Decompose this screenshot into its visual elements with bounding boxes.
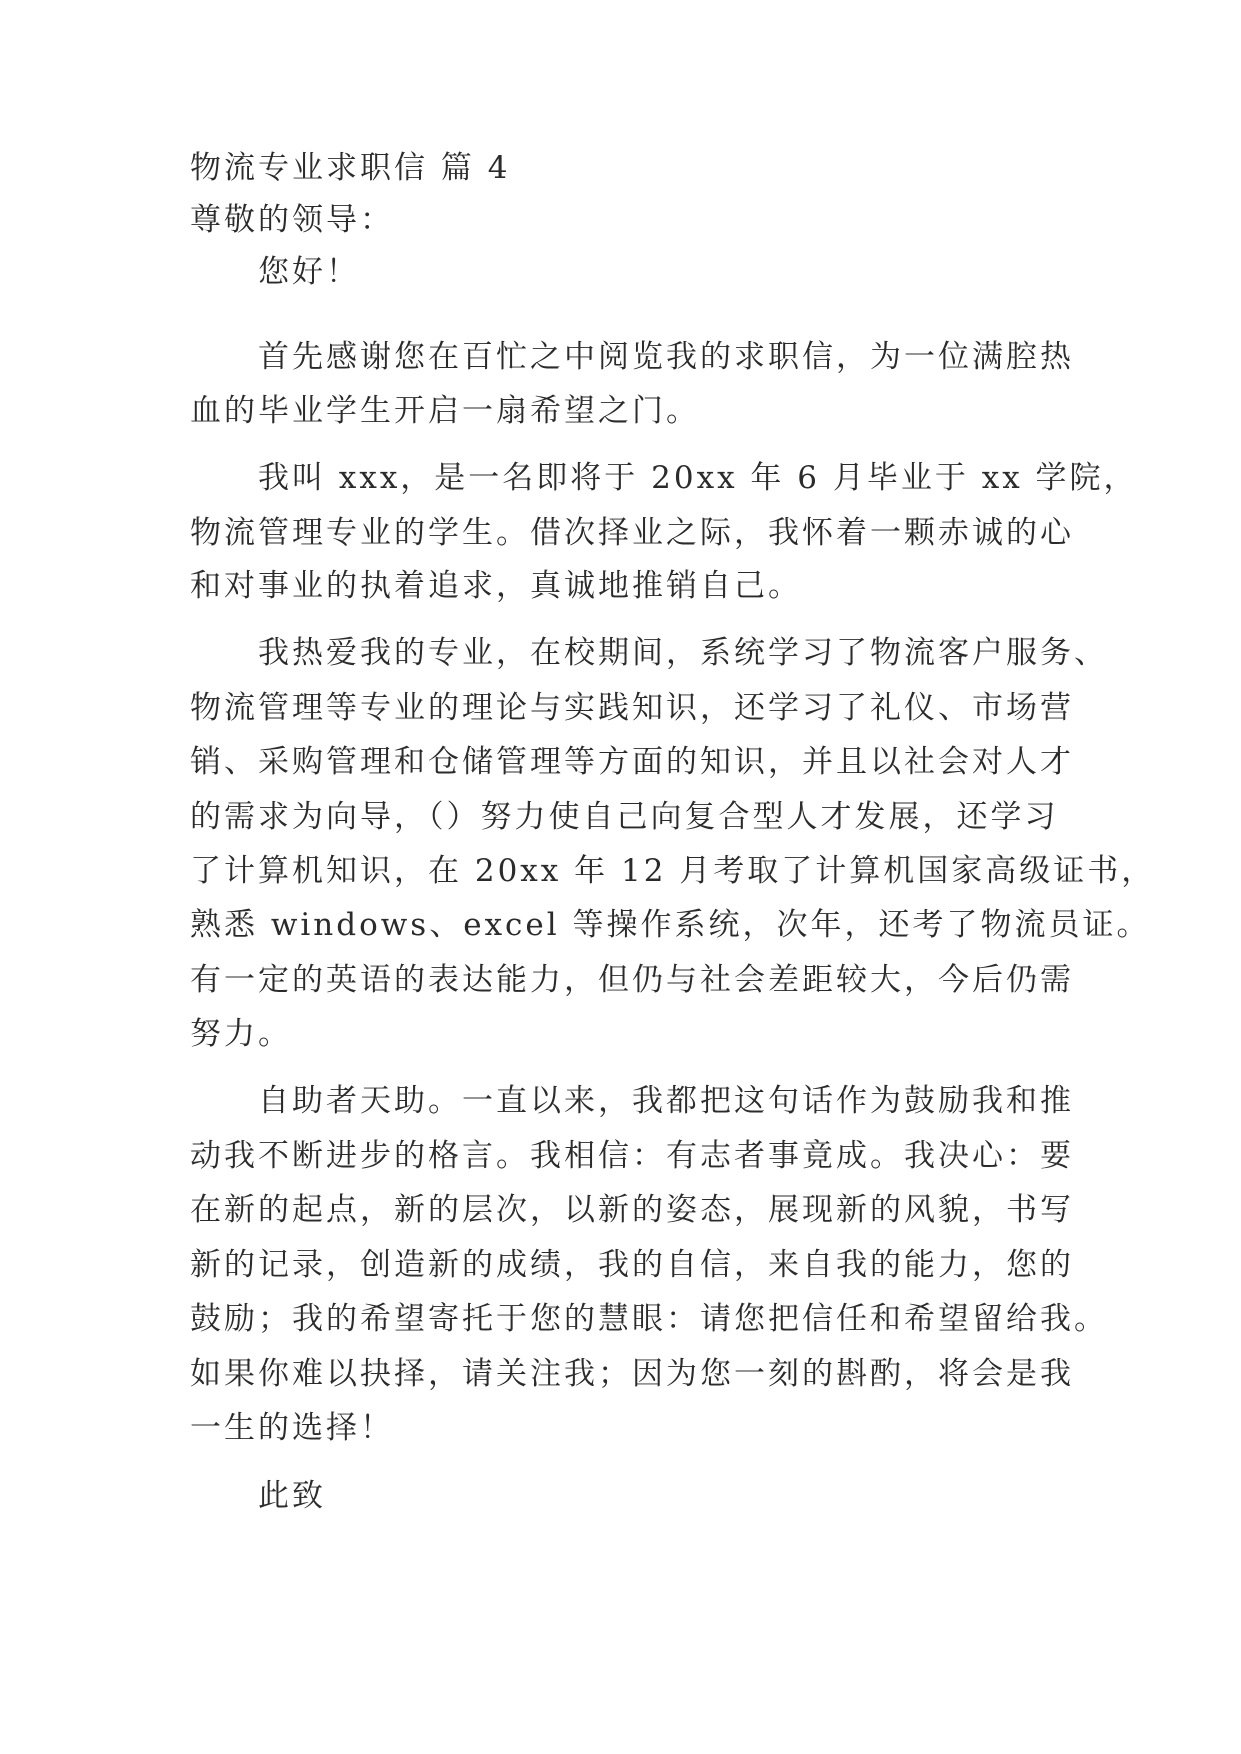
paragraph-4-line-5: 鼓励；我的希望寄托于您的慧眼：请您把信任和希望留给我。 bbox=[190, 1301, 1108, 1337]
paragraph-4-line-1: 自助者天助。一直以来，我都把这句话作为鼓励我和推 bbox=[258, 1083, 1074, 1119]
greeting-line: 您好！ bbox=[258, 254, 360, 290]
paragraph-2-line-3: 和对事业的执着追求，真诚地推销自己。 bbox=[190, 568, 802, 604]
paragraph-3-line-1: 我热爱我的专业，在校期间，系统学习了物流客户服务、 bbox=[258, 635, 1108, 671]
paragraph-2-line-1: 我叫 xxx，是一名即将于 20xx 年 6 月毕业于 xx 学院， bbox=[258, 460, 1138, 496]
paragraph-3-line-8: 努力。 bbox=[190, 1016, 292, 1052]
paragraph-4-line-2: 动我不断进步的格言。我相信：有志者事竟成。我决心：要 bbox=[190, 1138, 1074, 1174]
paragraph-3-line-3: 销、采购管理和仓储管理等方面的知识，并且以社会对人才 bbox=[190, 744, 1074, 780]
paragraph-4-line-7: 一生的选择！ bbox=[190, 1410, 394, 1446]
closing-line: 此致 bbox=[258, 1478, 326, 1514]
paragraph-1-line-2: 血的毕业学生开启一扇希望之门。 bbox=[190, 393, 700, 429]
paragraph-3-line-5: 了计算机知识，在 20xx 年 12 月考取了计算机国家高级证书， bbox=[190, 853, 1156, 889]
salutation: 尊敬的领导： bbox=[190, 202, 394, 238]
paragraph-4-line-6: 如果你难以抉择，请关注我；因为您一刻的斟酌，将会是我 bbox=[190, 1356, 1074, 1392]
paragraph-3-line-2: 物流管理等专业的理论与实践知识，还学习了礼仪、市场营 bbox=[190, 690, 1074, 726]
paragraph-3-line-7: 有一定的英语的表达能力，但仍与社会差距较大，今后仍需 bbox=[190, 962, 1074, 998]
document-heading: 物流专业求职信 篇 4 bbox=[190, 150, 511, 186]
paragraph-1-line-1: 首先感谢您在百忙之中阅览我的求职信，为一位满腔热 bbox=[258, 339, 1074, 375]
paragraph-3-line-6: 熟悉 windows、excel 等操作系统，次年，还考了物流员证。 bbox=[190, 907, 1151, 943]
paragraph-3-line-4: 的需求为向导，（）努力使自己向复合型人才发展，还学习 bbox=[190, 799, 1059, 835]
paragraph-4-line-3: 在新的起点，新的层次，以新的姿态，展现新的风貌，书写 bbox=[190, 1192, 1074, 1228]
paragraph-4-line-4: 新的记录，创造新的成绩，我的自信，来自我的能力，您的 bbox=[190, 1247, 1074, 1283]
paragraph-2-line-2: 物流管理专业的学生。借次择业之际，我怀着一颗赤诚的心 bbox=[190, 515, 1074, 551]
